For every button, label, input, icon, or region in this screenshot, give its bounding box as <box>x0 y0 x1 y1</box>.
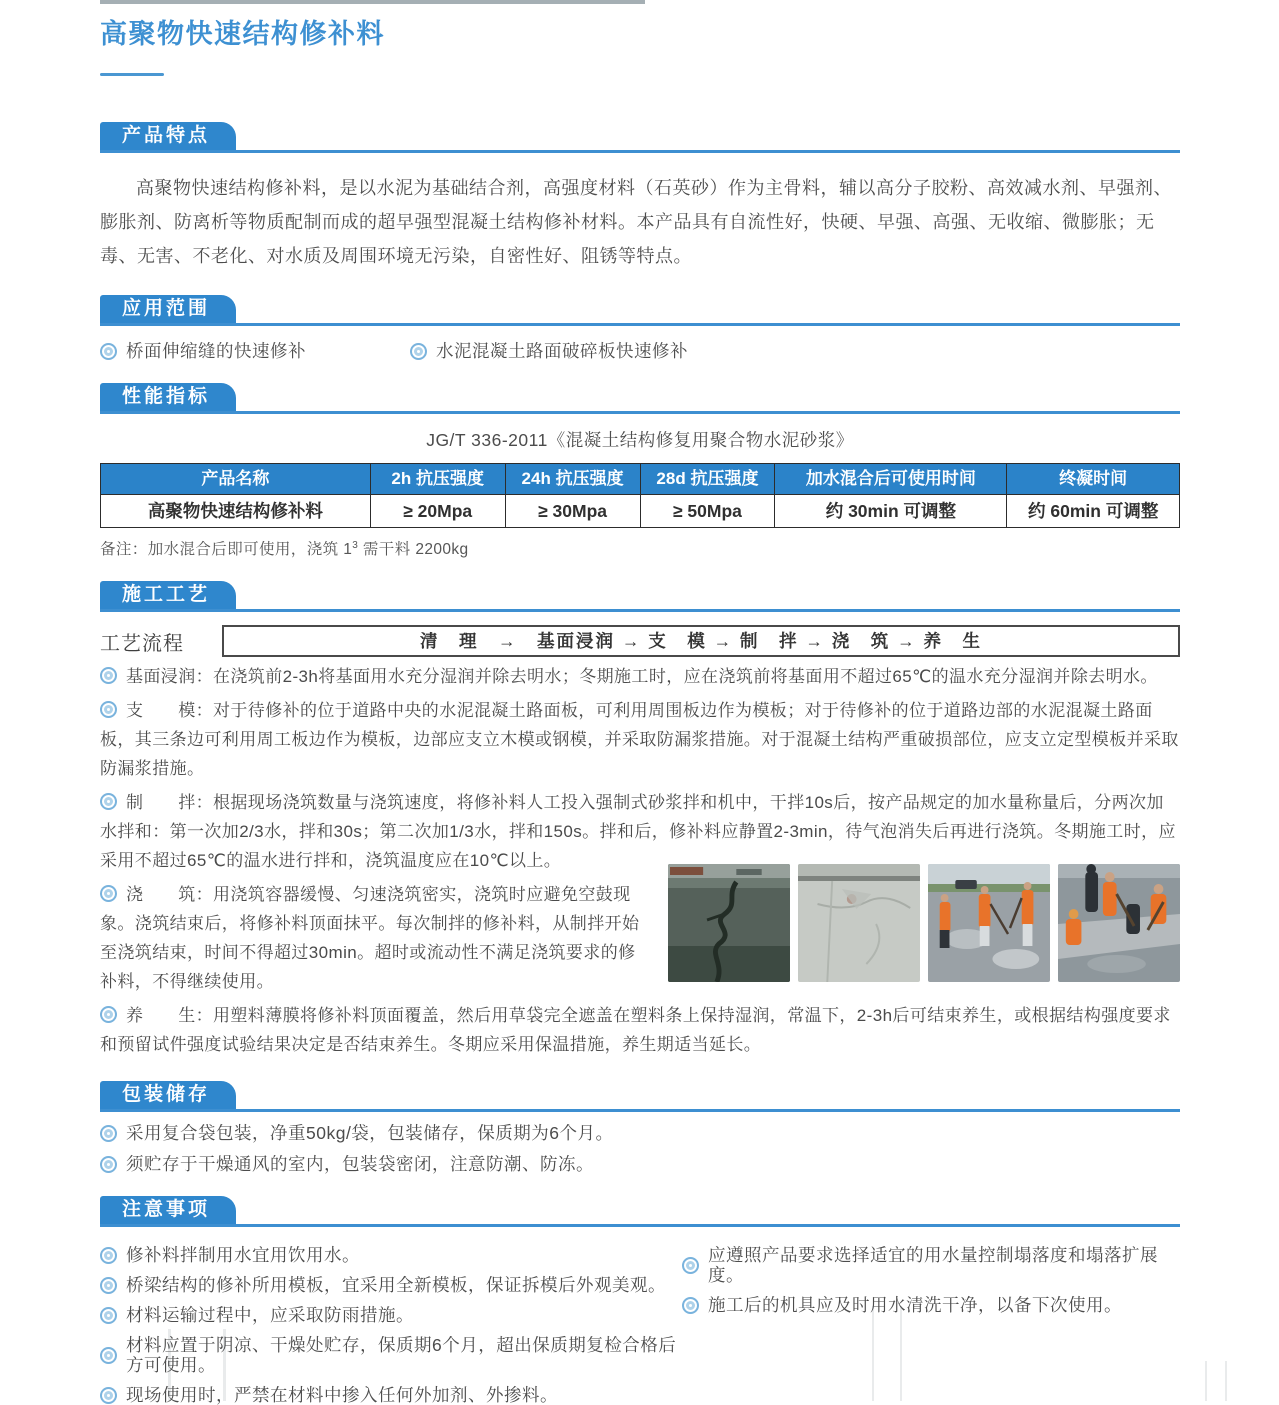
features-paragraph: 高聚物快速结构修补料，是以水泥为基础结合剂，高强度材料（石英砂）作为主骨料，辅以高分子胶粉、高效减水剂、早强剂、膨胀剂、防离析等物质配制而成的超早强型混凝土结构修补材料。本产品具有自流性好，快硬、早强、高强、无收缩、微膨胀；无毒、无害、不老化、对水质及周围环境无污染，自密性好、阻锈等特点。 <box>100 178 1172 266</box>
step-pouring <box>100 880 1180 996</box>
performance-table <box>100 463 1180 528</box>
section-tab-notes: 注意事项 <box>100 1196 236 1224</box>
note-item-label: 材料运输过程中，应采取防雨措施。 <box>126 1305 414 1325</box>
application-item <box>100 341 410 361</box>
ring-bullet-icon <box>100 1347 117 1364</box>
section-tab-performance: 性能指标 <box>100 383 236 411</box>
ring-bullet-icon <box>100 667 117 684</box>
note-item-label: 修补料拌制用水宜用饮用水。 <box>126 1245 360 1265</box>
photo-strip <box>668 864 1180 982</box>
step-text: 养 生：用塑料薄膜将修补料顶面覆盖，然后用草袋完全遮盖在塑料条上保持湿润，常温下，2-3h后可结束养生，或根据结构强度要求和预留试件强度试验结果决定是否结束养生。冬期应采用保温措施，养生期适当延长。 <box>100 1006 1171 1054</box>
notes-right-column <box>682 1235 1180 1405</box>
process-flow-box: 清 理 → 基面浸润 → 支 模 → 制 拌 → 浇 筑 → 养 生 <box>222 625 1180 657</box>
ring-bullet-icon <box>682 1297 699 1314</box>
col-header: 终凝时间 <box>1007 464 1180 495</box>
step-text: 支 模：对于待修补的位于道路中央的水泥混凝土路面板，可利用周围板边作为模板；对于待修补的位于道路边部的水泥混凝土路面板，其三条边可利用周工板边作为模板，边部应支立木模或钢模，并采取防漏浆措施。对于混凝土结构严重破损部位，应支立定型模板并采取防漏浆措施。 <box>100 701 1179 778</box>
application-item-label: 桥面伸缩缝的快速修补 <box>126 341 306 361</box>
note-item <box>100 1275 682 1295</box>
section-tab-application: 应用范围 <box>100 295 236 323</box>
col-header: 2h 抗压强度 <box>370 464 505 495</box>
application-item-label: 水泥混凝土路面破碎板快速修补 <box>436 341 688 361</box>
step-mixing <box>100 788 1180 875</box>
step-text: 制 拌：根据现场浇筑数量与浇筑速度，将修补料人工投入强制式砂浆拌和机中，干拌10s后，按产品规定的加水量称量后，分两次加水拌和：第一次加2/3水，拌和30s；第二次加1/3水，拌和150s。拌和后，修补料应静置2-3min，待气泡消失后再进行浇筑。冬期施工时，应采用不超过65℃的温水进行拌和，浇筑温度应在10℃以上。 <box>100 793 1176 870</box>
faint-watermark-shape <box>872 1306 902 1401</box>
table-header-row <box>101 464 1180 495</box>
section-tab-packaging: 包装储存 <box>100 1081 236 1109</box>
packaging-item-label: 采用复合袋包装，净重50kg/袋，包装储存，保质期为6个月。 <box>126 1123 614 1143</box>
page-title: 高聚物快速结构修补料 <box>100 19 385 49</box>
section-header-packaging <box>100 1081 1180 1112</box>
ring-bullet-icon <box>100 1006 117 1023</box>
cracked-concrete-surface-photo <box>798 864 920 982</box>
table-remark <box>100 537 1180 559</box>
ring-bullet-icon <box>100 1156 117 1173</box>
section-header-performance <box>100 383 1180 414</box>
section-header-construction <box>100 581 1180 612</box>
cell-24h-strength: ≥ 30Mpa <box>505 495 640 528</box>
ring-bullet-icon <box>100 343 117 360</box>
note-item-label: 应遵照产品要求选择适宜的用水量控制塌落度和塌落扩展度。 <box>708 1245 1158 1285</box>
packaging-item-label: 须贮存于干燥通风的室内，包装袋密闭，注意防潮、防冻。 <box>126 1154 594 1174</box>
faint-watermark-shape <box>1205 1361 1227 1401</box>
ring-bullet-icon <box>100 1125 117 1142</box>
note-item <box>682 1245 1180 1285</box>
cell-product-name: 高聚物快速结构修补料 <box>101 495 371 528</box>
faint-watermark-shape <box>168 1329 226 1401</box>
process-flow-label: 工艺流程 <box>100 632 184 655</box>
col-header: 加水混合后可使用时间 <box>775 464 1007 495</box>
remark-text: 需干料 2200kg <box>358 541 469 558</box>
note-item-label: 桥梁结构的修补所用模板，宜采用全新模板，保证拆模后外观美观。 <box>126 1275 666 1295</box>
cell-usable-time: 约 30min 可调整 <box>775 495 1007 528</box>
remark-superscript: 3 <box>352 539 359 551</box>
note-item <box>100 1245 682 1265</box>
col-header: 产品名称 <box>101 464 371 495</box>
ring-bullet-icon <box>410 343 427 360</box>
ring-bullet-icon <box>100 701 117 718</box>
application-item <box>410 341 688 361</box>
ring-bullet-icon <box>100 1307 117 1324</box>
cell-final-set-time: 约 60min 可调整 <box>1007 495 1180 528</box>
note-item-label: 现场使用时，严禁在材料中掺入任何外加剂、外掺料。 <box>126 1385 558 1405</box>
application-list <box>100 341 1180 361</box>
section-tab-features: 产品特点 <box>100 122 236 150</box>
ring-bullet-icon <box>100 793 117 810</box>
packaging-item <box>100 1123 1180 1143</box>
construction-steps <box>100 662 1180 1059</box>
note-item <box>100 1305 682 1325</box>
process-flow-row <box>100 625 1180 657</box>
ring-bullet-icon <box>682 1257 699 1274</box>
ring-bullet-icon <box>100 1277 117 1294</box>
road-repair-workers-photo <box>928 864 1050 982</box>
title-underline <box>100 73 164 76</box>
note-item-label: 材料应置于阴凉、干燥处贮存，保质期6个月，超出保质期复检合格后方可使用。 <box>126 1335 677 1375</box>
cell-28d-strength: ≥ 50Mpa <box>640 495 775 528</box>
section-header-application <box>100 295 1180 326</box>
ring-bullet-icon <box>100 885 117 902</box>
ring-bullet-icon <box>100 1247 117 1264</box>
col-header: 24h 抗压强度 <box>505 464 640 495</box>
step-curing <box>100 1001 1180 1059</box>
section-header-notes <box>100 1196 1180 1227</box>
remark-text: 备注：加水混合后即可使用，浇筑 1 <box>100 541 353 558</box>
notes-list <box>100 1235 1180 1405</box>
step-text: 浇 筑：用浇筑容器缓慢、匀速浇筑密实，浇筑时应避免空鼓现象。浇筑结束后，将修补料顶面抹平。每次制拌的修补料，从制拌开始至浇筑结束，时间不得超过30min。超时或流动性不满足浇筑要求的修补料，不得继续使用。 <box>100 885 640 991</box>
step-text: 基面浸润：在浇筑前2-3h将基面用水充分湿润并除去明水；冬期施工时，应在浇筑前将基面用不超过65℃的温水充分湿润并除去明水。 <box>126 667 1158 686</box>
cracked-wet-pavement-photo <box>668 864 790 982</box>
note-item-label: 施工后的机具应及时用水清洗干净，以备下次使用。 <box>708 1295 1122 1315</box>
section-header-features <box>100 122 1180 153</box>
step-formwork <box>100 696 1180 783</box>
packaging-item <box>100 1154 1180 1174</box>
table-row <box>101 495 1180 528</box>
note-item <box>682 1295 1180 1315</box>
workers-placing-repair-material-photo <box>1058 864 1180 982</box>
step-surface-wetting <box>100 662 1180 691</box>
cell-2h-strength: ≥ 20Mpa <box>370 495 505 528</box>
section-tab-construction: 施工工艺 <box>100 581 236 609</box>
datasheet <box>100 0 1180 1405</box>
col-header: 28d 抗压强度 <box>640 464 775 495</box>
standard-reference: JG/T 336-2011《混凝土结构修复用聚合物水泥砂浆》 <box>426 430 854 450</box>
